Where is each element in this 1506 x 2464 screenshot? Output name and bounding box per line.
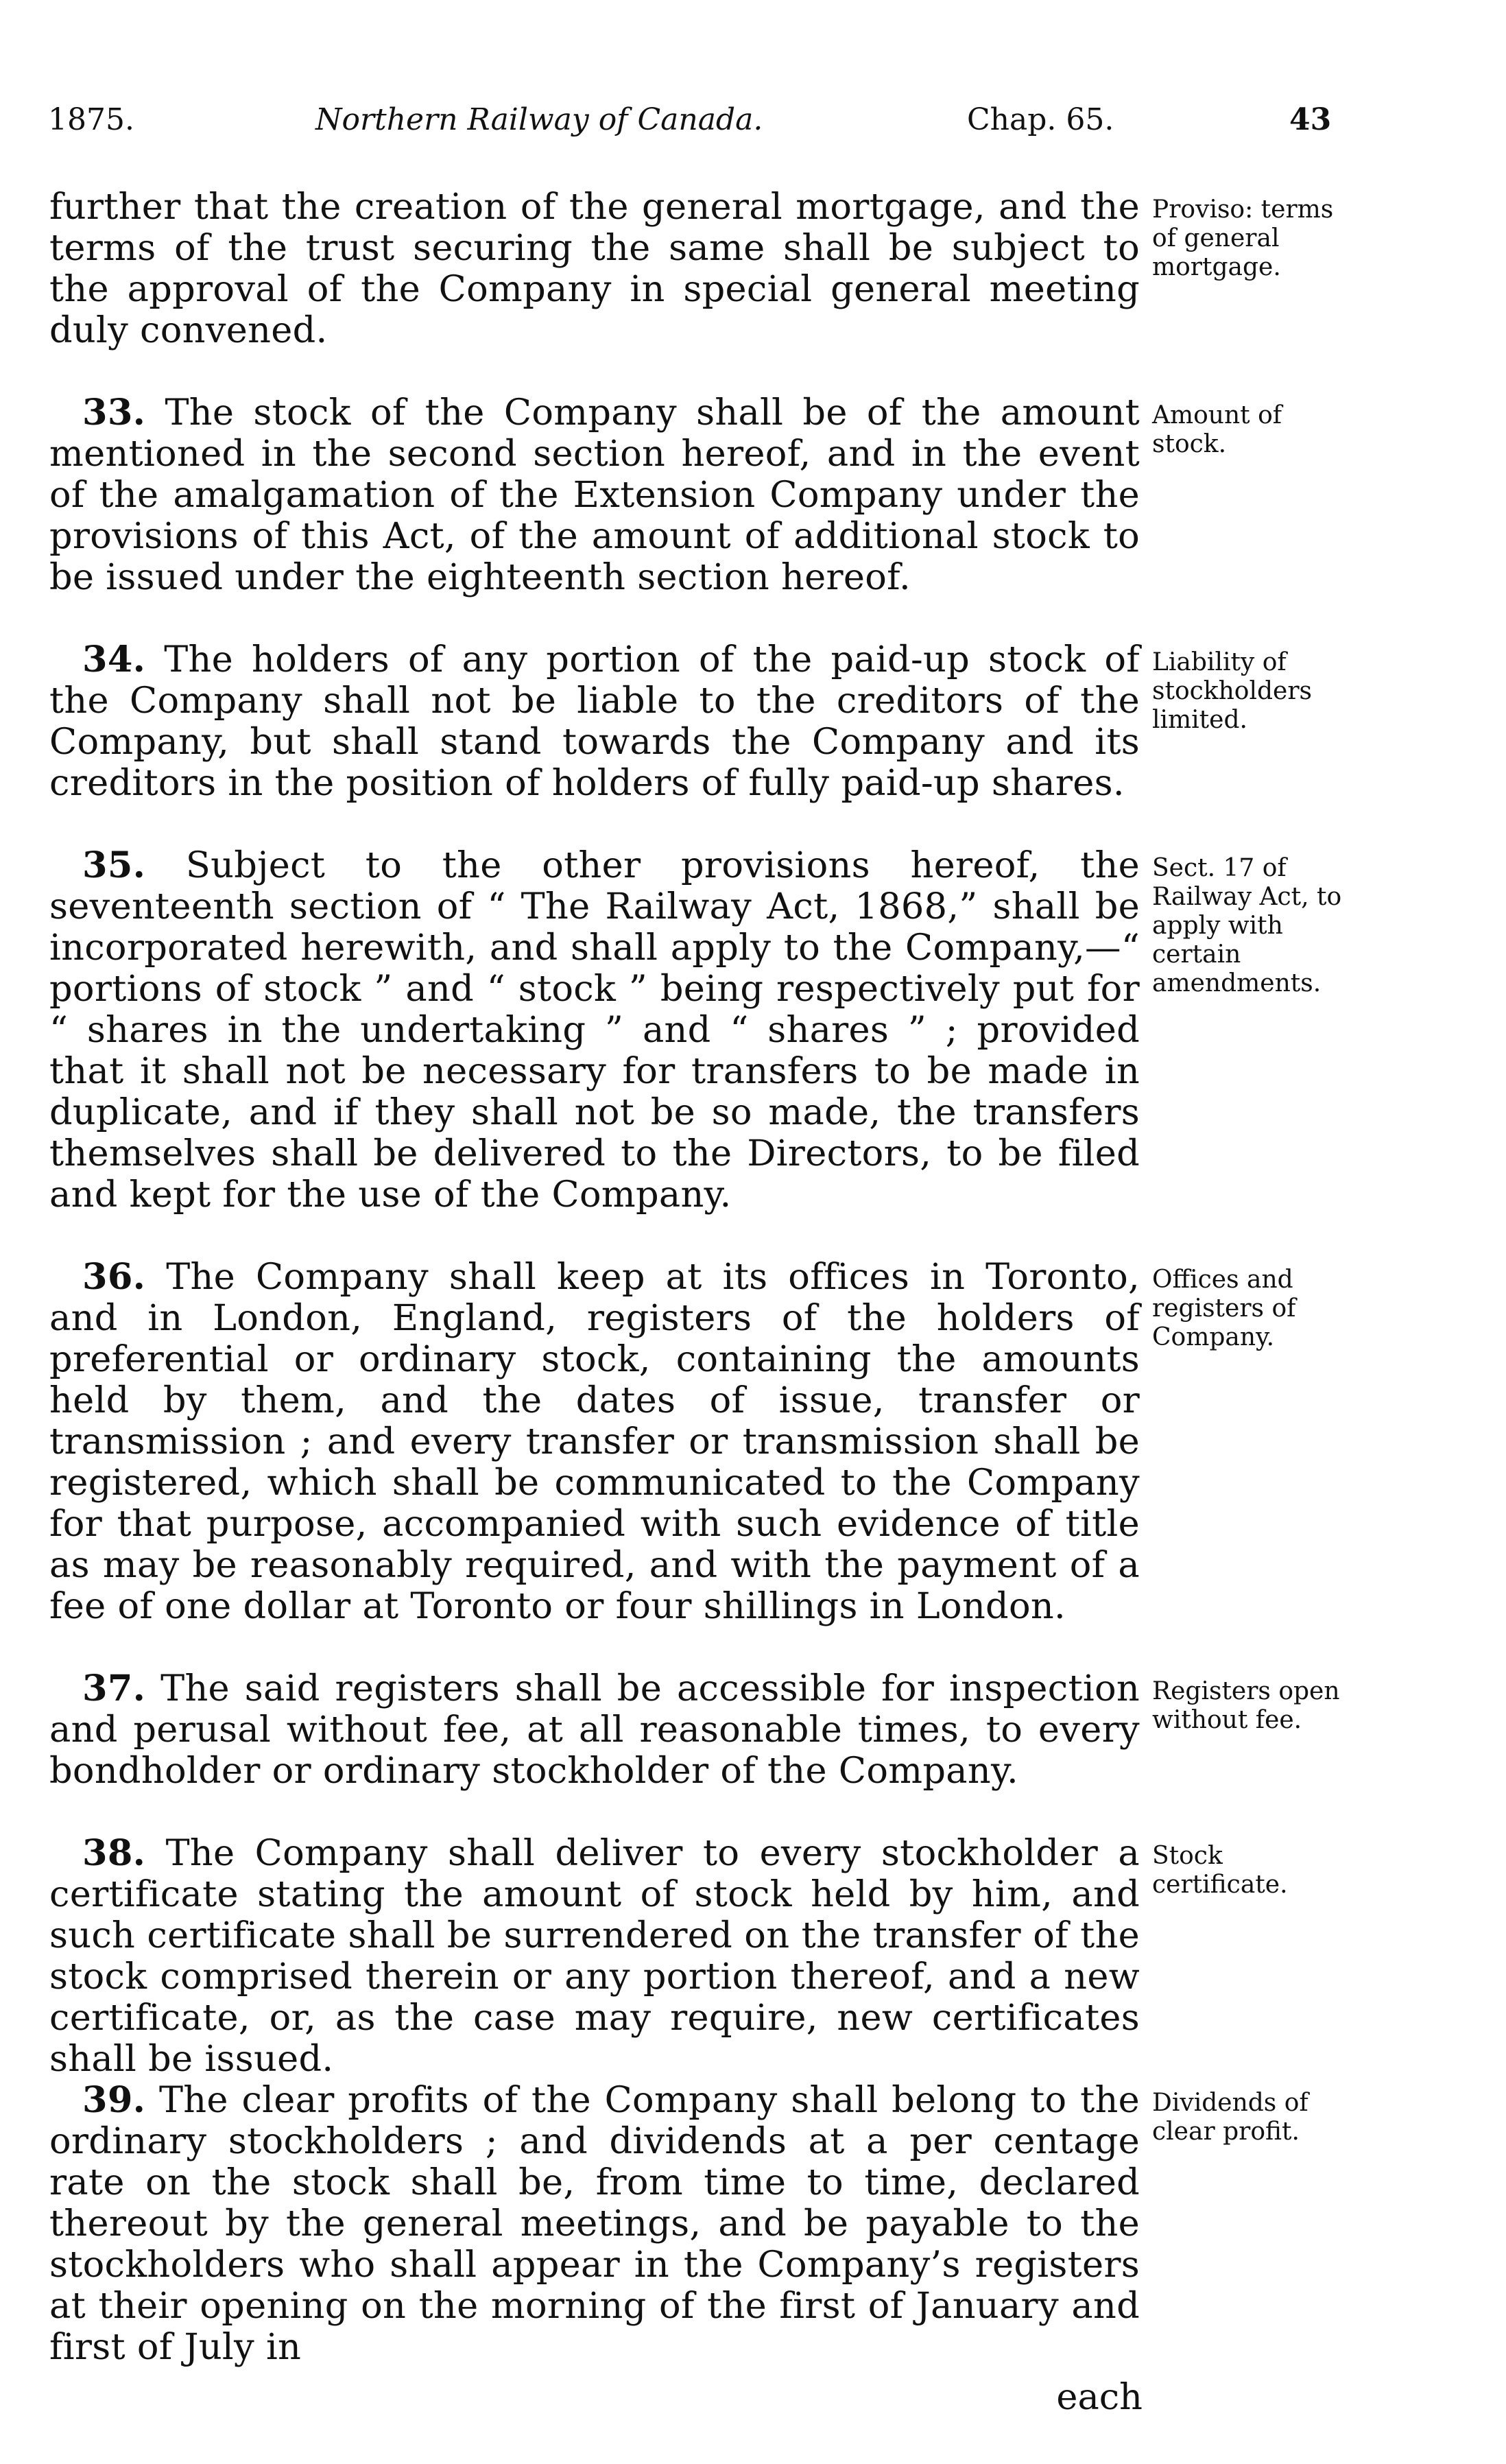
section-number: 36. (82, 1256, 146, 1298)
catchword: each (1056, 2376, 1143, 2418)
section-35 (49, 845, 1140, 1216)
header-title: Northern Railway of Canada. (315, 102, 763, 137)
margin-note-registers-open: Registers open without fee. (1152, 1677, 1340, 1734)
paragraph-text: The Company shall keep at its offices in Toronto, and in London, England, registers of the holders of preferential or ordinary stock, containing the amounts held by them, and the dates of issue, transfer or transmission ; and every transfer or transmission shall be registered, which shall be communicated to the Company for that purpose, accompanied with such evidence of title as may be reasonably required, and with the payment of a fee of one dollar at Toronto or four shillings in London. (49, 1256, 1140, 1627)
paragraph-text: The said registers shall be accessible for inspection and perusal without fee, at all reasonable times, to every bondholder or ordinary stockholder of the Company. (49, 1668, 1140, 1792)
paragraph-continuation (49, 187, 1140, 351)
header-chapter: Chap. 65. (967, 102, 1114, 137)
paragraph-text: The clear profits of the Company shall belong to the ordinary stockholders ; and dividends at a per centage rate on the stock shall be, from time to time, declared thereout by the general meetings, and be payable to the stockholders who shall appear in the Company’s registers at their opening on the morning of the first of January and first of July in (49, 2079, 1140, 2368)
section-number: 35. (82, 844, 146, 886)
section-number: 33. (82, 392, 146, 434)
margin-note-railway-act: Sect. 17 of Railway Act, to apply with certain amendments. (1152, 854, 1342, 997)
section-number: 37. (82, 1668, 146, 1709)
paragraph-text: The holders of any portion of the paid-up stock of the Company shall not be liable to the creditors of the Company, but shall stand towards the Company and its creditors in the position of holders of fully paid-up shares. (49, 639, 1140, 804)
section-39 (49, 2080, 1140, 2368)
section-number: 38. (82, 1832, 146, 1874)
margin-note-offices-registers: Offices and registers of Company. (1152, 1266, 1296, 1351)
section-36 (49, 1257, 1140, 1627)
section-37 (49, 1668, 1140, 1792)
margin-note-proviso: Proviso: terms of general mortgage. (1152, 196, 1334, 281)
section-number: 39. (82, 2079, 146, 2121)
margin-note-liability: Liability of stockholders limited. (1152, 648, 1312, 734)
section-34 (49, 639, 1140, 804)
paragraph-text: further that the creation of the general mortgage, and the terms of the trust securing the same shall be subject to the approval of the Company in special general meeting duly convened. (49, 186, 1140, 351)
running-header (48, 96, 1337, 144)
section-38 (49, 1833, 1140, 2080)
section-number: 34. (82, 639, 146, 680)
margin-note-dividends: Dividends of clear profit. (1152, 2089, 1308, 2146)
margin-note-stock-certificate: Stock certificate. (1152, 1842, 1288, 1899)
paragraph-text: The Company shall deliver to every stockholder a certificate stating the amount of stock held by him, and such certificate shall be surrendered on the transfer of the stock comprised therein or any portion thereof, and a new certificate, or, as the case may require, new certificates shall be issued. (49, 1832, 1140, 2080)
paragraph-text: Subject to the other provisions hereof, the seventeenth section of “ The Railway Act, 1868,” shall be incorporated herewith, and shall apply to the Company,—“ portions of stock ” and “ stock ” being respectively put for “ shares in the undertaking ” and “ shares ” ; provided that it shall not be necessary for transfers to be made in duplicate, and if they shall not be so made, the transfers themselves shall be delivered to the Directors, to be filed and kept for the use of the Company. (49, 844, 1140, 1216)
header-year: 1875. (48, 102, 134, 137)
page-number: 43 (1289, 102, 1332, 137)
paragraph-text: The stock of the Company shall be of the amount mentioned in the second section hereof, and in the event of the amalgamation of the Extension Company under the provisions of this Act, of the amount of additional stock to be issued under the eighteenth section hereof. (49, 392, 1140, 598)
section-33 (49, 392, 1140, 598)
margin-note-amount-of-stock: Amount of stock. (1152, 401, 1282, 458)
